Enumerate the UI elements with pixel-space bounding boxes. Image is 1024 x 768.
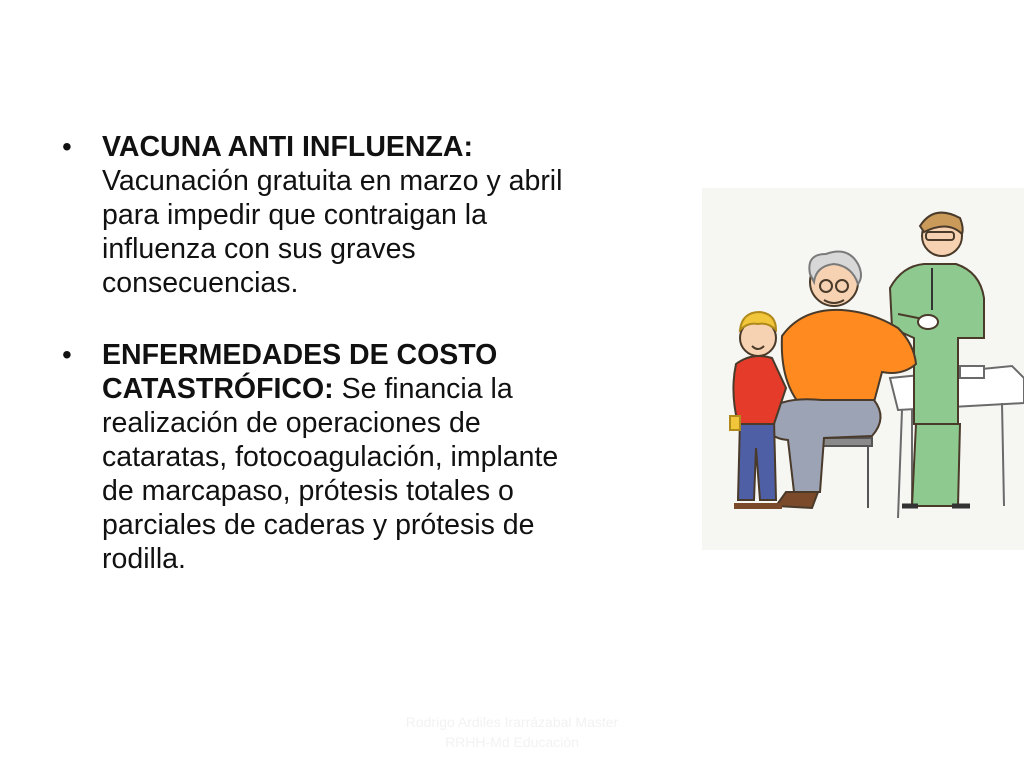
slide-footer [362,712,662,752]
bullet-line: de marcapaso, prótesis totales o [102,475,514,507]
bullet-line: cataratas, fotocoagulación, implante [102,441,559,473]
bullet-line: consecuencias. [102,267,299,299]
bullet-line: parciales de caderas y prótesis de [102,509,535,541]
bullet-text [102,130,662,300]
bullet-item-influenza [62,130,662,300]
footer-affiliation: RRHH-Md Educación [445,734,579,750]
bullet-title: ENFERMEDADES DE COSTO [102,339,498,371]
bullet-item-catastrophic [62,338,662,576]
vaccination-scene-icon [702,188,1024,550]
bullet-line: influenza con sus graves [102,233,416,265]
vaccination-illustration [702,188,1024,550]
bullet-list [62,130,662,576]
bullet-line: realización de operaciones de [102,407,481,439]
bullet-title: CATASTRÓFICO: [102,373,334,405]
bullet-line: para impedir que contraigan la [102,199,487,231]
bullet-line: Se financia la [333,373,513,405]
bullet-text [102,338,662,576]
bullet-line: Vacunación gratuita en marzo y abril [102,165,563,197]
bullet-title: VACUNA ANTI INFLUENZA: [102,131,473,163]
footer-author: Rodrigo Ardiles Irarrázabal Master [405,714,619,730]
bullet-marker: • [62,131,72,162]
bullet-marker: • [62,339,72,370]
bullet-line: rodilla. [102,543,186,575]
